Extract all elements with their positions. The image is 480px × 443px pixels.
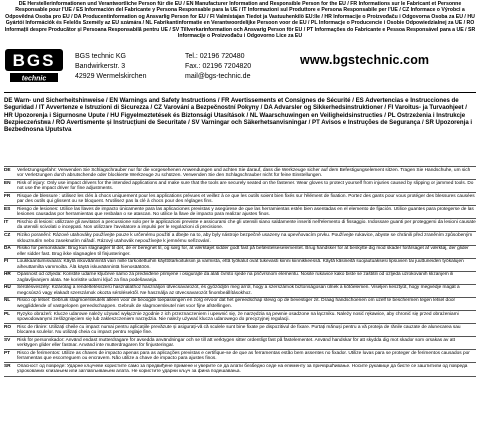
safety-entry xyxy=(4,232,476,245)
contact-mail[interactable]: mail@bgs-technic.de xyxy=(185,73,251,80)
safety-entry xyxy=(4,259,476,272)
language-code: DA xyxy=(4,246,11,252)
safety-text: Sérülésveszély: Kizárólag a rendeltetésszerű használathoz használjon ütvecsavarozót, és győződjön meg arról, hogy a szerszámok biztonságosan ülnek a kötőelemen. Viseljen kesztyűt, hogy megvédje magát a megcsúszó vagy elakadt szerszámok okozta sérülésektől. Ne használja az ütvecsavarozót finombeállításokhoz. xyxy=(17,285,460,296)
company-name: BGS technic KG xyxy=(75,53,126,60)
language-code: HR xyxy=(4,272,11,278)
language-code: EN xyxy=(4,180,11,186)
company-contact xyxy=(185,52,295,82)
safety-entry xyxy=(4,298,476,311)
safety-entry xyxy=(4,337,476,350)
safety-text: Riziko poranění: Rázové utahováky používejte pouze k určenému použití a dbejte na to, aby byly nástroje bezpečně usazeny na upevňovacím prvku. Používejte rukavice, abyste se chránili před zraněním způsobeným sklouznutím nebo zaseknutím nářadí. Rázový utahovák nepoužívejte k jemnému seřizování. xyxy=(17,232,473,244)
safety-title: DE Warn- und Sicherheitshinweise / EN Warnings and Safety Instructions / FR Avertissements et Consignes de Sécurité / ES Advertencias e Instrucciones de Seguridad / IT Avvertenze e Istruzioni di Sicurezza / CZ Varování a Bezpečnostní Pokyny / DA Advarsler og Sikkerhedsinstruktioner / FI Varoitus- ja Turvaohjeet / HR Upozorenja i Sigurnosne Upute / HU Figyelmeztetések és Biztonsági Utasítások / NL Waarschuwingen en Veiligheidsinstructies / PL Ostrzeżenia i Instrukcje Bezpieczeństwa / RO Avertismente și Instrucțiuni de Securitate / SV Varningar och Säkerhetsanvisningar / PT Avisos e Instruções de Segurança / SR Upozorenja i Bezbednosna Uputstva xyxy=(4,97,473,134)
language-code: CZ xyxy=(4,232,11,238)
website-link[interactable]: www.bgstechnic.com xyxy=(300,53,430,67)
safety-entry xyxy=(4,246,476,259)
safety-text: Riesgo de lesiones: Utilice las llaves de impacto únicamente para las aplicaciones previstas y asegúrese de que las herramientas estén bien asentadas en el elemento de fijación. Utilice guantes para protegerse de las lesiones causadas por herramientas que resbalan o se atascan. No utilice la llave de impacto para realizar ajustes finos. xyxy=(17,206,474,218)
logo-text: BGS xyxy=(12,51,56,70)
language-code: DE xyxy=(4,167,11,173)
language-code: ES xyxy=(4,206,11,212)
language-code: SR xyxy=(4,363,11,369)
safety-text: Risk of injury: Only use impact drivers for the intended applications and make sure that the tools are securely seated on the fastener. Wear gloves to protect yourself from injuries caused by slipping or jammed tools. Do not use the impact driver for fine adjustments. xyxy=(17,180,474,192)
safety-text: Ryzyko obrażeń: Klucze udarowe należy używać wyłącznie zgodnie z ich przeznaczeniem i upewnić się, że narzędzia są pewnie osadzone na łączniku. Należy nosić rękawice, aby chronić się przed obrażeniami spowodowanymi ześlizgnięciem się lub zakleszczeniem narzędzia. Nie należy używać klucza udarowego do precyzyjnej regulacji. xyxy=(17,311,459,323)
safety-entry xyxy=(4,193,476,206)
safety-text: Opasnost od ozljeda: Koristite udarne ključeve samo za predviđene primjene i osigurajte da alati čvrsto sjede na pričvrsnom elementu. Nosite rukavice kako biste se zaštitili od ozljeda uzrokovanih klizanjem ili zaglavljivanjem alata. Ne koristite udarni ključ za fina podešavanja. xyxy=(17,272,454,283)
safety-entry xyxy=(4,219,476,232)
safety-text: Опасност од повреде: Ударне кључеве користите само за предвиђене примене и уверите се да алати безбедно седе на елементу за причвршћивање. Носите рукавице да бисте се заштитили од повреда узрокованих клизањем или заглављивањем алата. Не користите ударни кључ за фина подешавања. xyxy=(17,363,468,375)
language-code: RO xyxy=(4,324,12,330)
safety-entries xyxy=(4,166,476,377)
safety-text: Risque de blessure : utilisez les clés à chocs uniquement pour les applications prévues et veillez à ce que les outils soient bien fixés sur l'élément de fixation. Portez des gants pour vous protéger des blessures causées par des outils qui glissent ou se bloquent. N'utilisez pas la clé à chocs pour des réglages fins. xyxy=(17,193,475,205)
language-code: PL xyxy=(4,311,11,317)
safety-text: Loukkaantumisvaara: Käytä iskuväännintä vain niille tarkoitettuihin käyttötarkoituksiin ja varmista, että työkalut ovat tukevasti kiinni kiinnikkeessä. Käytä käsineitä suojautuaksesi lipsuvien tai juuttuneiden työkalujen aiheuttamilta vammoilta. Älä käytä iskuväännintä hienosäätöön. xyxy=(17,259,464,270)
safety-entry xyxy=(4,324,476,337)
safety-entry xyxy=(4,311,476,324)
logo-subtext: technic xyxy=(21,75,47,83)
language-code: FI xyxy=(4,259,9,265)
safety-text: Verletzungsgefahr: Verwenden Sie Schlagschrauber nur für die vorgesehenen Anwendungen und achten Sie darauf, dass die Werkzeuge sicher auf dem Befestigungselement sitzen. Tragen Sie Handschuhe, um sich vor Verletzungen durch abrutschende oder blockierte Werkzeuge zu schützen. Verwenden Sie den Schlagschrauber nicht für feine Einstellungen. xyxy=(17,167,471,179)
language-code: IT xyxy=(4,219,9,225)
company-address xyxy=(75,52,195,82)
safety-entry xyxy=(4,350,476,363)
safety-text: Rischio di lesioni: utilizzare gli avvitatori a percussione solo per le applicazioni previste e assicurarsi che gli utensili siano saldamente inseriti nell'elemento di fissaggio. Indossare guanti per proteggersi da lesioni causate da utensili scivolati o inceppati. Non utilizzare l'avvitatore a impulsi per le regolazioni di precisione. xyxy=(17,219,476,231)
company-city: 42929 Wermelskirchen xyxy=(75,73,147,80)
language-code: PT xyxy=(4,350,11,356)
safety-text: Risico op letsel: Gebruik slagmoersleutels alleen voor de beoogde toepassingen en zorg ervoor dat het gereedschap stevig op de bevestiger zit. Draag handschoenen om uzelf te beschermen tegen letsel door weggliddende of vastgelopen gereedschappen. Gebruik de slagmoersleutel niet voor fijne afstellingen. xyxy=(17,298,456,309)
bgs-logo xyxy=(4,43,64,85)
manufacturer-info-header: DE Herstellerinformationen und Verantwortliche Person für die EU / EN Manufacturer Information and Responsible Person for the EU / FR Informations sur le Fabricant et Personne Responsable pour l'UE / ES Información del Fabricante y Persona Responsable para la UE / IT Informazioni sul Produttore e Persona Responsabile per l'UE / CZ Informace o Výrobci a Odpovědná Osoba pro EU / DA Producentinformation og Ansvarlig Person for EU / FI Valmistajan Tiedot ja Vastuuhenkilö EU:lle / HR Informacije o Proizvođaču i Odgovorna Osoba za EU / HU Gyártói Információk és Felelős Személy az EU számára / NL Fabrikantinformatie en Verantwoordelijke Persoon voor de EU / PL Informacje o Producencie i Osobie Odpowiedzialnej za UE / RO Informații despre Producător și Persoana Responsabilă pentru UE / SV Tillverkarinformation och Ansvarig Person för EU / PT Informações do Fabricante e Pessoa Responsável para a UE / SR Informacije o Proizvođaču i Odgovorno Lice za EU xyxy=(4,1,476,40)
contact-tel: Tel.: 02196 720480 xyxy=(185,53,245,60)
language-code: NL xyxy=(4,298,11,304)
safety-entry xyxy=(4,285,476,298)
safety-entry xyxy=(4,206,476,219)
safety-entry xyxy=(4,166,476,180)
divider xyxy=(4,92,476,93)
safety-text: Risco de ferimentos: Utilize as chaves de impacto apenas para as aplicações previstas e certifique-se de que as ferramentas estão bem assentes no fixador. Utilize luvas para se proteger de ferimentos causados por ferramentas que escorreguem ou encravem. Não utilize a chave de impacto para ajustes finos. xyxy=(17,350,470,362)
safety-text: Risc de rănire: Utilizați cheile cu impact numai pentru aplicațiile prevăzute și asigurați-vă că sculele sunt bine fixate pe dispozitivul de fixare. Purtați mănuși pentru a vă proteja de rănile cauzate de alunecarea sau blocarea sculelor. Nu utilizați cheia cu impact pentru reglaje fine. xyxy=(17,324,461,336)
safety-text: Risk för personskador: Använd endast mutterdragare för avsedda användningar och se till att verktygen sitter ordentligt fast på fästelementet. Använd handskar för att skydda dig mot skador som orsakas av att verktygen glider eller fastnar. Använd inte mutterdragaren för finjusteringar. xyxy=(17,337,456,349)
language-code: HU xyxy=(4,285,11,291)
language-code: FR xyxy=(4,193,11,199)
safety-entry xyxy=(4,363,476,376)
language-code: SV xyxy=(4,337,11,343)
safety-entry xyxy=(4,272,476,285)
contact-fax: Fax.: 02196 7204820 xyxy=(185,63,252,70)
safety-entry xyxy=(4,180,476,193)
company-street: Bandwirkerstr. 3 xyxy=(75,63,126,70)
safety-text: Risiko for personskade: Brug kun slagnøgler til det, de er beregnet til, og sørg for, at værktøjet sidder godt fast på befæstelseselementet. Brug handsker for at beskytte dig mod skader forårsaget af værktøj, der glider eller sidder fast. Brug ikke slagnøglen til finjusteringer. xyxy=(17,246,469,257)
